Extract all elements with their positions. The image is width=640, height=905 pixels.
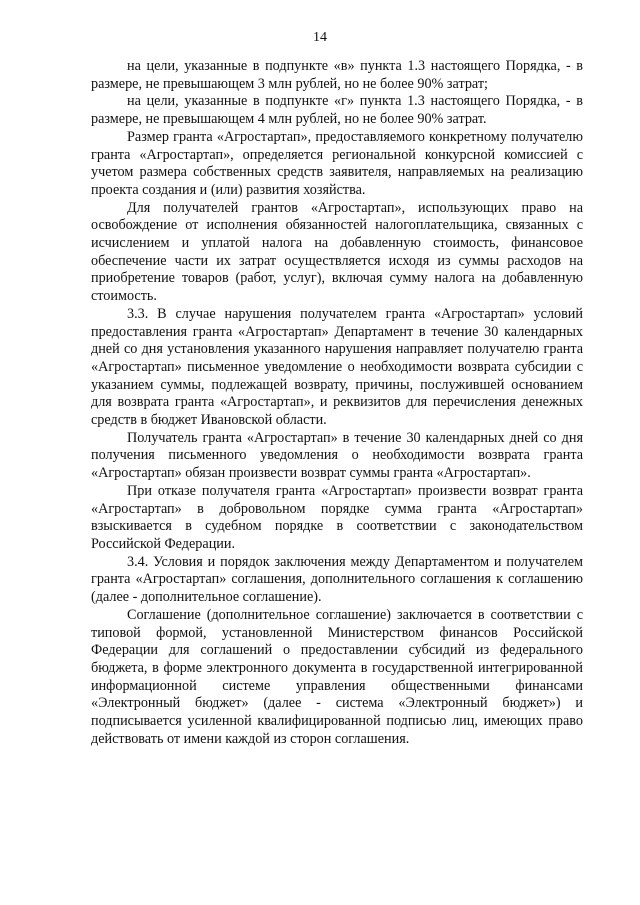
paragraph-subsidy-limit-g: на цели, указанные в подпункте «г» пункта 1.3 настоящего Порядка, - в размере, не превышающем 4 млн рублей, но не более 90% затрат.	[91, 93, 583, 128]
paragraph-refund-refusal: При отказе получателя гранта «Агростартап» произвести возврат гранта «Агростартап» в добровольном порядке сумма гранта «Агростартап» взыскивается в судебном порядке в соответствии с законодательством Российской Федерации.	[91, 482, 583, 552]
page-number: 14	[313, 30, 327, 45]
paragraph-agreement-form: Соглашение (дополнительное соглашение) заключается в соответствии с типовой формой, установленной Министерством финансов Российской Федерации для соглашений о предоставлении субсидий из федерального бюджета, в форме электронного документа в государственной интегрированной информационной системе управления общественными финансами «Электронный бюджет» (далее - система «Электронный бюджет») и подписывается усиленной квалифицированной подписью лиц, имеющих право действовать от имени каждой из сторон соглашения.	[91, 606, 583, 747]
paragraph-section-3-3: 3.3. В случае нарушения получателем гранта «Агростартап» условий предоставления гранта «Агростартап» Департамент в течение 30 календарных дней со дня установления указанного нарушения направляет получателю гранта «Агростартап» письменное уведомление о необходимости возврата субсидии с указанием суммы, подлежащей возврату, причины, послужившей основанием для возврата гранта «Агростартап», и реквизитов для перечисления денежных средств в бюджет Ивановской области.	[91, 305, 583, 429]
document-body	[91, 58, 583, 748]
paragraph-section-3-4: 3.4. Условия и порядок заключения между Департаментом и получателем гранта «Агростартап» соглашения, дополнительного соглашения к соглашению (далее - дополнительное соглашение).	[91, 553, 583, 606]
paragraph-refund-term: Получатель гранта «Агростартап» в течение 30 календарных дней со дня получения письменного уведомления о необходимости возврата гранта «Агростартап» обязан произвести возврат суммы гранта «Агростартап».	[91, 429, 583, 482]
paragraph-grant-size: Размер гранта «Агростартап», предоставляемого конкретному получателю гранта «Агростартап», определяется региональной конкурсной комиссией с учетом размера собственных средств заявителя, направляемых на реализацию проекта создания и (или) развития хозяйства.	[91, 128, 583, 198]
paragraph-subsidy-limit-v: на цели, указанные в подпункте «в» пункта 1.3 настоящего Порядка, - в размере, не превышающем 3 млн рублей, но не более 90% затрат;	[91, 58, 583, 92]
paragraph-vat-exemption: Для получателей грантов «Агростартап», использующих право на освобождение от исполнения обязанностей налогоплательщика, связанных с исчислением и уплатой налога на добавленную стоимость, финансовое обеспечение части их затрат осуществляется исходя из суммы расходов на приобретение товаров (работ, услуг), включая сумму налога на добавленную стоимость.	[91, 199, 583, 305]
